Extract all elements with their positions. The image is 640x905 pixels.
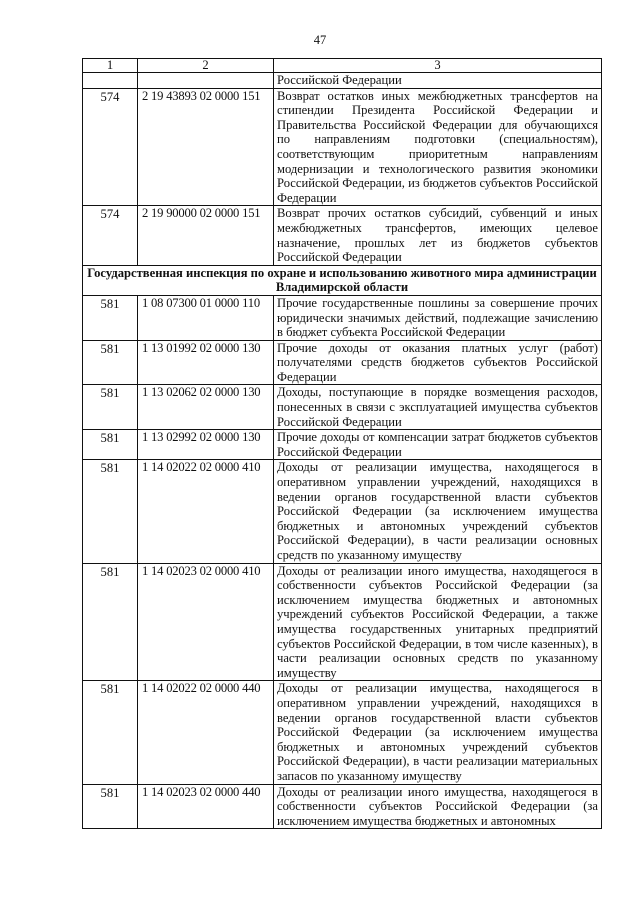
description-cell: Доходы от реализации имущества, находящегося в оперативном управлении учреждений, находящихся в ведении органов государственной власти субъектов Российской Федерации (за исключением имущества бюджетных и автономных учреждений субъектов Российской Федерации), в части реализации материальных запасов по указанному имуществу bbox=[274, 681, 602, 784]
description-cell: Российской Федерации bbox=[274, 73, 602, 89]
description-cell: Возврат остатков иных межбюджетных трансфертов на стипендии Президента Российской Федерации и Правительства Российской Федерации для обучающихся по направлениям подготовки (специальностям), соответствующим приоритетным направлениям модернизации и технологического развития экономики Российской Федерации, из бюджетов субъектов Российской Федерации bbox=[274, 88, 602, 206]
admin-code-cell: 581 bbox=[83, 340, 138, 385]
admin-code-cell: 574 bbox=[83, 88, 138, 206]
table-row bbox=[83, 784, 602, 829]
revenue-code-cell bbox=[138, 73, 274, 89]
table-row bbox=[83, 385, 602, 430]
table-row bbox=[83, 340, 602, 385]
section-title: Государственная инспекция по охране и использованию животного мира администрации Владимирской области bbox=[83, 265, 602, 295]
admin-code-cell: 581 bbox=[83, 460, 138, 563]
revenue-code-cell: 1 14 02023 02 0000 410 bbox=[138, 563, 274, 681]
description-cell: Доходы от реализации имущества, находящегося в оперативном управлении учреждений, находящихся в ведении органов государственной власти субъектов Российской Федерации (за исключением имущества бюджетных и автономных учреждений субъектов Российской Федерации), в части реализации основных средств по указанному имуществу bbox=[274, 460, 602, 563]
description-cell: Доходы от реализации иного имущества, находящегося в собственности субъектов Российской Федерации (за исключением имущества бюджетных и автономных bbox=[274, 784, 602, 829]
table-row bbox=[83, 681, 602, 784]
description-cell: Возврат прочих остатков субсидий, субвенций и иных межбюджетных трансфертов, имеющих целевое назначение, прошлых лет из бюджетов субъектов Российской Федерации bbox=[274, 206, 602, 265]
description-cell: Прочие доходы от оказания платных услуг (работ) получателями средств бюджетов субъектов Российской Федерации bbox=[274, 340, 602, 385]
revenue-codes-table bbox=[82, 58, 602, 829]
column-number: 1 bbox=[83, 59, 138, 73]
column-number: 2 bbox=[138, 59, 274, 73]
table-row bbox=[83, 295, 602, 340]
revenue-code-cell: 1 14 02023 02 0000 440 bbox=[138, 784, 274, 829]
admin-code-cell: 581 bbox=[83, 784, 138, 829]
admin-code-cell: 581 bbox=[83, 385, 138, 430]
revenue-code-cell: 1 13 01992 02 0000 130 bbox=[138, 340, 274, 385]
table-row bbox=[83, 460, 602, 563]
table-row bbox=[83, 88, 602, 206]
admin-code-cell bbox=[83, 73, 138, 89]
revenue-code-cell: 1 13 02062 02 0000 130 bbox=[138, 385, 274, 430]
column-number: 3 bbox=[274, 59, 602, 73]
continued-row bbox=[83, 73, 602, 89]
admin-code-cell: 581 bbox=[83, 430, 138, 460]
section-heading-row bbox=[83, 265, 602, 295]
description-cell: Доходы от реализации иного имущества, находящегося в собственности субъектов Российской Федерации (за исключением имущества бюджетных и автономных учреждений субъектов Российской Федерации, а также имущества государственных унитарных предприятий субъектов Российской Федерации, в том числе казенных), в части реализации основных средств по указанному имуществу bbox=[274, 563, 602, 681]
table-row bbox=[83, 563, 602, 681]
revenue-code-cell: 2 19 90000 02 0000 151 bbox=[138, 206, 274, 265]
description-cell: Прочие доходы от компенсации затрат бюджетов субъектов Российской Федерации bbox=[274, 430, 602, 460]
description-cell: Доходы, поступающие в порядке возмещения расходов, понесенных в связи с эксплуатацией имущества субъектов Российской Федерации bbox=[274, 385, 602, 430]
description-cell: Прочие государственные пошлины за совершение прочих юридически значимых действий, подлежащие зачислению в бюджет субъекта Российской Федерации bbox=[274, 295, 602, 340]
admin-code-cell: 581 bbox=[83, 563, 138, 681]
admin-code-cell: 581 bbox=[83, 681, 138, 784]
revenue-code-cell: 1 08 07300 01 0000 110 bbox=[138, 295, 274, 340]
table-row bbox=[83, 206, 602, 265]
page-number: 47 bbox=[313, 33, 327, 47]
admin-code-cell: 574 bbox=[83, 206, 138, 265]
admin-code-cell: 581 bbox=[83, 295, 138, 340]
revenue-code-cell: 1 13 02992 02 0000 130 bbox=[138, 430, 274, 460]
table-row bbox=[83, 430, 602, 460]
revenue-code-cell: 1 14 02022 02 0000 440 bbox=[138, 681, 274, 784]
column-numbers-row bbox=[83, 59, 602, 73]
revenue-code-cell: 2 19 43893 02 0000 151 bbox=[138, 88, 274, 206]
revenue-code-cell: 1 14 02022 02 0000 410 bbox=[138, 460, 274, 563]
